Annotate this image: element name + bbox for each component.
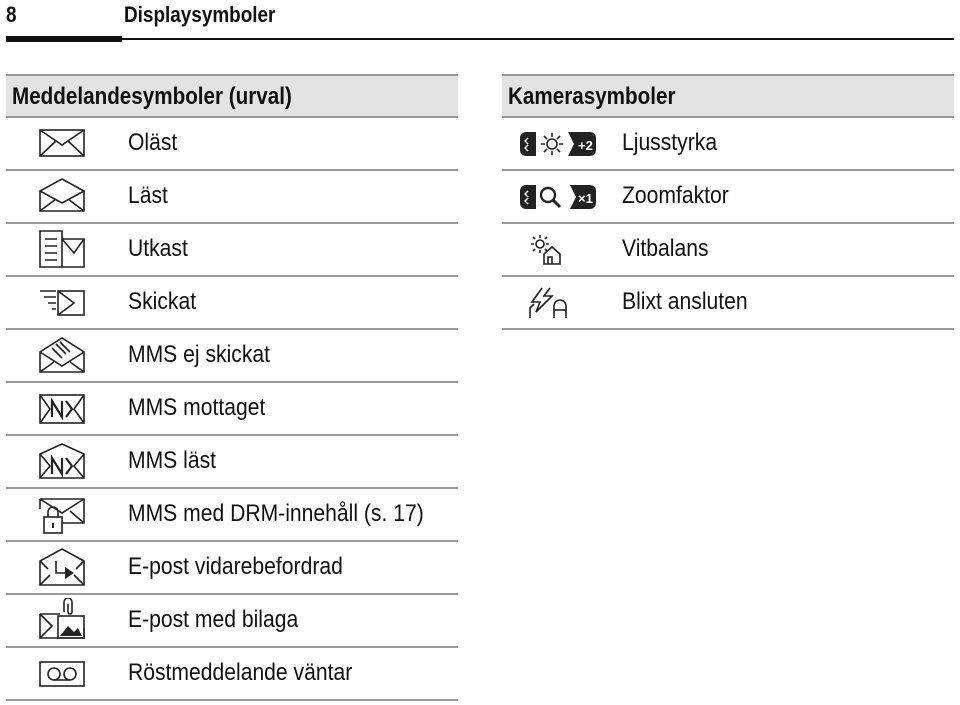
list-item-label: Oläst [128,129,178,156]
read-envelope-icon [38,177,86,213]
email-attachment-icon [38,598,86,642]
list-item-label: Utkast [128,235,188,262]
list-item-label: Ljusstyrka [622,129,718,156]
table-row [6,436,458,489]
mms-read-icon [38,442,86,480]
list-item-label: Läst [128,182,168,209]
white-balance-icon [528,234,562,266]
table-row [502,118,954,171]
table-row [6,595,458,648]
table-row [6,648,458,701]
table-row [6,489,458,542]
list-item-label: Blixt ansluten [622,288,748,315]
message-symbols-heading-row [6,74,458,118]
header-rule-accent [6,36,122,42]
draft-icon [38,229,86,269]
mms-received-icon [38,393,86,425]
table-row [6,171,458,224]
message-symbols-table [6,74,458,701]
zoom-badge: ×1 [578,191,593,206]
table-row [6,118,458,171]
list-item-label: MMS med DRM-innehåll (s. 17) [128,500,424,527]
list-item-label: Skickat [128,288,197,315]
table-row [502,277,954,330]
page-title: Displaysymboler [124,2,276,27]
flash-connected-icon [528,286,568,320]
mms-drm-lock-icon [38,497,86,537]
zoom-icon [518,183,598,211]
list-item-label: Röstmeddelande väntar [128,659,353,686]
list-item-label: E-post vidarebefordrad [128,553,343,580]
list-item-label: Vitbalans [622,235,709,262]
table-row [502,171,954,224]
header-rule [6,38,954,40]
camera-symbols-heading-row [502,74,954,118]
page-number: 8 [6,2,17,27]
camera-symbols-heading: Kamerasymboler [508,83,676,110]
table-row [6,277,458,330]
mms-not-sent-icon [38,336,86,374]
table-row [6,542,458,595]
table-row [6,383,458,436]
brightness-badge: +2 [578,138,593,153]
sent-icon [38,287,86,319]
list-item-label: MMS läst [128,447,217,474]
table-row [6,330,458,383]
unread-envelope-icon [38,128,86,158]
list-item-label: MMS ej skickat [128,341,270,368]
list-item-label: MMS mottaget [128,394,266,421]
email-forwarded-icon [38,547,86,587]
voicemail-icon [38,660,86,688]
page-header [0,0,960,42]
table-row [502,224,954,277]
table-row [6,224,458,277]
message-symbols-heading: Meddelandesymboler (urval) [12,83,292,110]
list-item-label: E-post med bilaga [128,606,299,633]
camera-symbols-table [502,74,954,330]
list-item-label: Zoomfaktor [622,182,729,209]
brightness-icon [518,130,598,158]
